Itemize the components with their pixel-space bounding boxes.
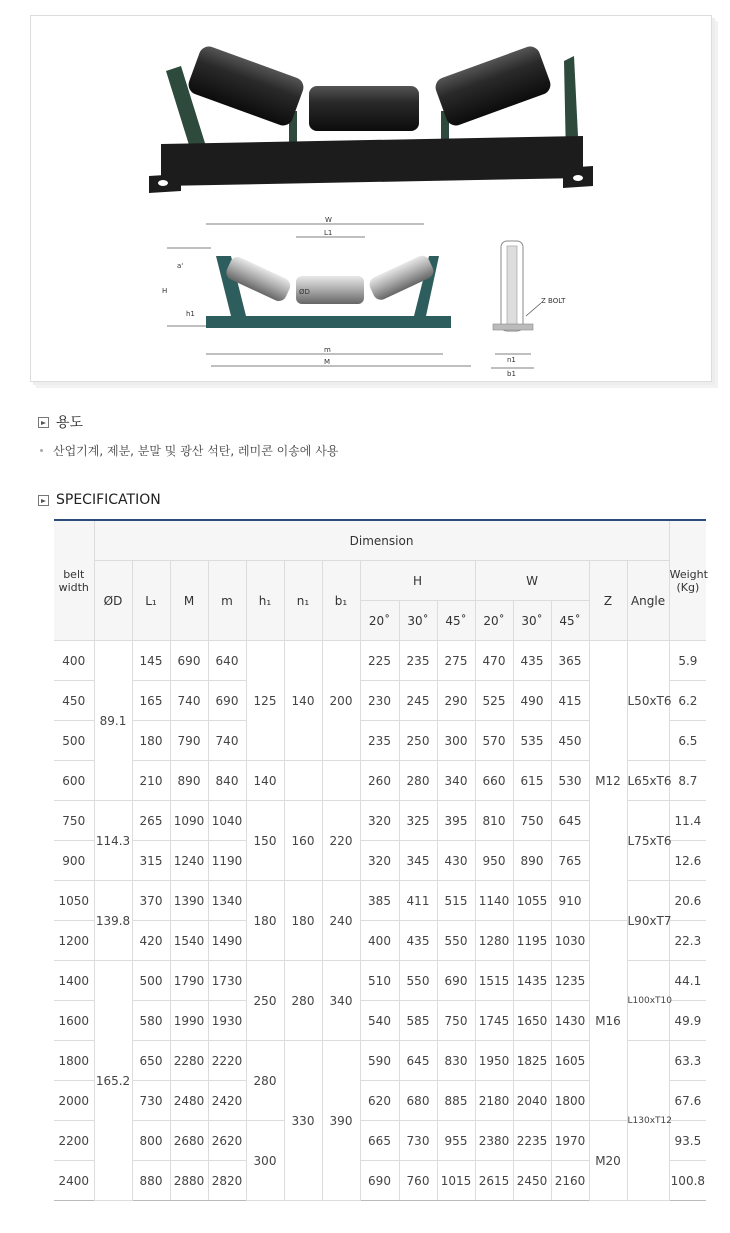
- M-cell: 1090: [170, 801, 208, 841]
- b1-cell: 340: [322, 961, 360, 1041]
- h1-cell: 250: [246, 961, 284, 1041]
- m-cell: 2220: [208, 1041, 246, 1081]
- belt-width-cell: 1050: [54, 881, 94, 921]
- h-cell: 260: [360, 761, 399, 801]
- w-cell: 910: [551, 881, 589, 921]
- m-cell: 840: [208, 761, 246, 801]
- label-n1: n1: [507, 356, 516, 364]
- w-cell: 2040: [513, 1081, 551, 1121]
- l1-cell: 180: [132, 721, 170, 761]
- belt-width-cell: 400: [54, 641, 94, 681]
- h-cell: 540: [360, 1001, 399, 1041]
- label-m: m: [324, 346, 331, 354]
- h-cell: 510: [360, 961, 399, 1001]
- z-cell: M20: [589, 1121, 627, 1201]
- belt-width-cell: 1400: [54, 961, 94, 1001]
- m-cell: 1340: [208, 881, 246, 921]
- l1-cell: 370: [132, 881, 170, 921]
- l1-cell: 210: [132, 761, 170, 801]
- header-od: ØD: [94, 561, 132, 641]
- belt-width-cell: 900: [54, 841, 94, 881]
- w-cell: 810: [475, 801, 513, 841]
- h-cell: 250: [399, 721, 437, 761]
- h-cell: 885: [437, 1081, 475, 1121]
- h-cell: 435: [399, 921, 437, 961]
- usage-item: [40, 442, 338, 459]
- header-z: Z: [589, 561, 627, 641]
- l1-cell: 650: [132, 1041, 170, 1081]
- h-cell: 395: [437, 801, 475, 841]
- h-cell: 290: [437, 681, 475, 721]
- od-cell: 165.2: [94, 961, 132, 1201]
- weight-cell: 100.8: [669, 1161, 706, 1201]
- belt-width-cell: 600: [54, 761, 94, 801]
- l1-cell: 315: [132, 841, 170, 881]
- l1-cell: 265: [132, 801, 170, 841]
- w-cell: 1515: [475, 961, 513, 1001]
- h-cell: 550: [437, 921, 475, 961]
- M-cell: 1990: [170, 1001, 208, 1041]
- m-cell: 640: [208, 641, 246, 681]
- w-cell: 535: [513, 721, 551, 761]
- h-cell: 235: [399, 641, 437, 681]
- w-cell: 1235: [551, 961, 589, 1001]
- angle-cell: L90xT7: [627, 881, 669, 961]
- l1-cell: 145: [132, 641, 170, 681]
- w-cell: 490: [513, 681, 551, 721]
- weight-cell: 20.6: [669, 881, 706, 921]
- belt-width-cell: 1200: [54, 921, 94, 961]
- h1-cell: 150: [246, 801, 284, 881]
- weight-cell: 49.9: [669, 1001, 706, 1041]
- label-a: a': [177, 262, 184, 270]
- M-cell: 2680: [170, 1121, 208, 1161]
- header-m: m: [208, 561, 246, 641]
- label-w: W: [325, 216, 332, 224]
- h-cell: 430: [437, 841, 475, 881]
- h-cell: 325: [399, 801, 437, 841]
- spec-title: SPECIFICATION: [56, 492, 161, 508]
- l1-cell: 500: [132, 961, 170, 1001]
- weight-cell: 63.3: [669, 1041, 706, 1081]
- weight-cell: 8.7: [669, 761, 706, 801]
- table-row: [54, 641, 706, 681]
- w-cell: 1745: [475, 1001, 513, 1041]
- w-cell: 1800: [551, 1081, 589, 1121]
- header-H: H: [360, 561, 475, 601]
- h1-cell: 300: [246, 1121, 284, 1201]
- w-cell: 2180: [475, 1081, 513, 1121]
- h-cell: 385: [360, 881, 399, 921]
- l1-cell: 730: [132, 1081, 170, 1121]
- w-cell: 1055: [513, 881, 551, 921]
- h-cell: 275: [437, 641, 475, 681]
- l1-cell: 165: [132, 681, 170, 721]
- w-cell: 1430: [551, 1001, 589, 1041]
- h-cell: 300: [437, 721, 475, 761]
- bullet-dot-icon: [40, 449, 43, 452]
- header-row: [54, 561, 706, 601]
- l1-cell: 420: [132, 921, 170, 961]
- w-cell: 1825: [513, 1041, 551, 1081]
- w-cell: 1970: [551, 1121, 589, 1161]
- m-cell: 1730: [208, 961, 246, 1001]
- w-cell: 435: [513, 641, 551, 681]
- b1-cell: [322, 761, 360, 801]
- belt-width-cell: 750: [54, 801, 94, 841]
- n1-cell: 140: [284, 641, 322, 761]
- weight-cell: 11.4: [669, 801, 706, 841]
- angle-cell: L100xT10: [627, 961, 669, 1041]
- h-cell: 550: [399, 961, 437, 1001]
- header-belt-width: belt width: [54, 520, 94, 641]
- h-cell: 955: [437, 1121, 475, 1161]
- h-cell: 411: [399, 881, 437, 921]
- weight-cell: 6.5: [669, 721, 706, 761]
- h-cell: 690: [437, 961, 475, 1001]
- angle-cell: L130xT12: [627, 1041, 669, 1201]
- header-b1: b₁: [322, 561, 360, 641]
- header-weight: Weight (Kg): [669, 520, 706, 641]
- w-cell: 1950: [475, 1041, 513, 1081]
- h-cell: 340: [437, 761, 475, 801]
- h-cell: 645: [399, 1041, 437, 1081]
- w-cell: 570: [475, 721, 513, 761]
- m-cell: 740: [208, 721, 246, 761]
- h-cell: 235: [360, 721, 399, 761]
- h-cell: 620: [360, 1081, 399, 1121]
- header-n1: n₁: [284, 561, 322, 641]
- h-cell: 590: [360, 1041, 399, 1081]
- w-cell: 660: [475, 761, 513, 801]
- label-h: H: [162, 287, 168, 295]
- w-cell: 1030: [551, 921, 589, 961]
- h-cell: 730: [399, 1121, 437, 1161]
- h-cell: 320: [360, 841, 399, 881]
- belt-width-cell: 1600: [54, 1001, 94, 1041]
- h-cell: 230: [360, 681, 399, 721]
- label-h1: h1: [186, 310, 195, 318]
- h-cell: 515: [437, 881, 475, 921]
- belt-width-cell: 2000: [54, 1081, 94, 1121]
- m-cell: 1490: [208, 921, 246, 961]
- od-cell: 89.1: [94, 641, 132, 801]
- h-cell: 760: [399, 1161, 437, 1201]
- w-cell: 2160: [551, 1161, 589, 1201]
- angle-cell: L75xT6: [627, 801, 669, 881]
- M-cell: 790: [170, 721, 208, 761]
- belt-width-cell: 450: [54, 681, 94, 721]
- b1-cell: 390: [322, 1041, 360, 1201]
- od-cell: 114.3: [94, 801, 132, 881]
- w-cell: 415: [551, 681, 589, 721]
- w-cell: 950: [475, 841, 513, 881]
- header-row: [54, 520, 706, 561]
- belt-width-cell: 1800: [54, 1041, 94, 1081]
- h-cell: 665: [360, 1121, 399, 1161]
- w-cell: 1435: [513, 961, 551, 1001]
- label-l1: L1: [324, 229, 333, 237]
- belt-width-cell: 500: [54, 721, 94, 761]
- n1-cell: 330: [284, 1041, 322, 1201]
- header-l1: L₁: [132, 561, 170, 641]
- spec-heading: [38, 492, 161, 508]
- h-cell: 320: [360, 801, 399, 841]
- m-cell: 2620: [208, 1121, 246, 1161]
- w-cell: 2615: [475, 1161, 513, 1201]
- w-cell: 1140: [475, 881, 513, 921]
- w-cell: 645: [551, 801, 589, 841]
- h-cell: 400: [360, 921, 399, 961]
- w-cell: 2450: [513, 1161, 551, 1201]
- h-cell: 750: [437, 1001, 475, 1041]
- w-cell: 1195: [513, 921, 551, 961]
- h-cell: 225: [360, 641, 399, 681]
- n1-cell: 280: [284, 961, 322, 1041]
- header-angle: Angle: [627, 561, 669, 641]
- M-cell: 740: [170, 681, 208, 721]
- label-b1: b1: [507, 370, 516, 378]
- belt-width-cell: 2200: [54, 1121, 94, 1161]
- M-cell: 690: [170, 641, 208, 681]
- m-cell: 2420: [208, 1081, 246, 1121]
- usage-heading: [38, 412, 83, 432]
- weight-cell: 67.6: [669, 1081, 706, 1121]
- spec-table: [54, 519, 706, 1201]
- h-cell: 1015: [437, 1161, 475, 1201]
- w-cell: 470: [475, 641, 513, 681]
- M-cell: 1390: [170, 881, 208, 921]
- w-cell: 450: [551, 721, 589, 761]
- n1-cell: [284, 761, 322, 801]
- m-cell: 2820: [208, 1161, 246, 1201]
- b1-cell: 220: [322, 801, 360, 881]
- weight-cell: 93.5: [669, 1121, 706, 1161]
- table-row: [54, 921, 706, 961]
- product-image: [31, 16, 711, 381]
- angle-cell: L65xT6: [627, 761, 669, 801]
- weight-cell: 5.9: [669, 641, 706, 681]
- h-cell: 680: [399, 1081, 437, 1121]
- label-od: ØD: [299, 288, 310, 296]
- h1-cell: 180: [246, 881, 284, 961]
- w-cell: 365: [551, 641, 589, 681]
- usage-title: 용도: [56, 415, 84, 431]
- weight-cell: 12.6: [669, 841, 706, 881]
- z-cell: M12: [589, 641, 627, 921]
- b1-cell: 240: [322, 881, 360, 961]
- belt-width-cell: 2400: [54, 1161, 94, 1201]
- header-angle-value: 45˚: [437, 601, 475, 641]
- header-h1: h₁: [246, 561, 284, 641]
- n1-cell: 160: [284, 801, 322, 881]
- w-cell: 750: [513, 801, 551, 841]
- l1-cell: 580: [132, 1001, 170, 1041]
- w-cell: 890: [513, 841, 551, 881]
- w-cell: 525: [475, 681, 513, 721]
- w-cell: 1280: [475, 921, 513, 961]
- weight-cell: 44.1: [669, 961, 706, 1001]
- w-cell: 530: [551, 761, 589, 801]
- m-cell: 1930: [208, 1001, 246, 1041]
- h-cell: 830: [437, 1041, 475, 1081]
- w-cell: 1650: [513, 1001, 551, 1041]
- M-cell: 890: [170, 761, 208, 801]
- n1-cell: 180: [284, 881, 322, 961]
- header-angle-value: 30˚: [399, 601, 437, 641]
- w-cell: 2380: [475, 1121, 513, 1161]
- w-cell: 2235: [513, 1121, 551, 1161]
- header-angle-value: 20˚: [475, 601, 513, 641]
- header-W: W: [475, 561, 589, 601]
- M-cell: 2280: [170, 1041, 208, 1081]
- h1-cell: 280: [246, 1041, 284, 1121]
- w-cell: 1605: [551, 1041, 589, 1081]
- table-row: [54, 1121, 706, 1161]
- header-angle-value: 30˚: [513, 601, 551, 641]
- M-cell: 1240: [170, 841, 208, 881]
- m-cell: 690: [208, 681, 246, 721]
- label-M: M: [324, 358, 331, 366]
- header-M: M: [170, 561, 208, 641]
- z-cell: M16: [589, 921, 627, 1121]
- header-angle-value: 20˚: [360, 601, 399, 641]
- h-cell: 690: [360, 1161, 399, 1201]
- angle-cell: L50xT6: [627, 641, 669, 761]
- h1-cell: 125: [246, 641, 284, 761]
- M-cell: 1790: [170, 961, 208, 1001]
- od-cell: 139.8: [94, 881, 132, 961]
- header-dimension: Dimension: [94, 520, 669, 561]
- b1-cell: 200: [322, 641, 360, 761]
- weight-cell: 6.2: [669, 681, 706, 721]
- M-cell: 1540: [170, 921, 208, 961]
- h-cell: 245: [399, 681, 437, 721]
- l1-cell: 800: [132, 1121, 170, 1161]
- h-cell: 345: [399, 841, 437, 881]
- h1-cell: 140: [246, 761, 284, 801]
- arrow-box-icon: [38, 495, 49, 506]
- M-cell: 2880: [170, 1161, 208, 1201]
- arrow-box-icon: [38, 417, 49, 428]
- label-z-bolt: Z BOLT: [541, 297, 566, 305]
- l1-cell: 880: [132, 1161, 170, 1201]
- weight-cell: 22.3: [669, 921, 706, 961]
- header-angle-value: 45˚: [551, 601, 589, 641]
- m-cell: 1040: [208, 801, 246, 841]
- m-cell: 1190: [208, 841, 246, 881]
- product-image-frame: [30, 15, 712, 382]
- w-cell: 615: [513, 761, 551, 801]
- h-cell: 585: [399, 1001, 437, 1041]
- usage-text: 산업기계, 제분, 분말 및 광산 석탄, 레미콘 이송에 사용: [53, 444, 339, 458]
- w-cell: 765: [551, 841, 589, 881]
- M-cell: 2480: [170, 1081, 208, 1121]
- h-cell: 280: [399, 761, 437, 801]
